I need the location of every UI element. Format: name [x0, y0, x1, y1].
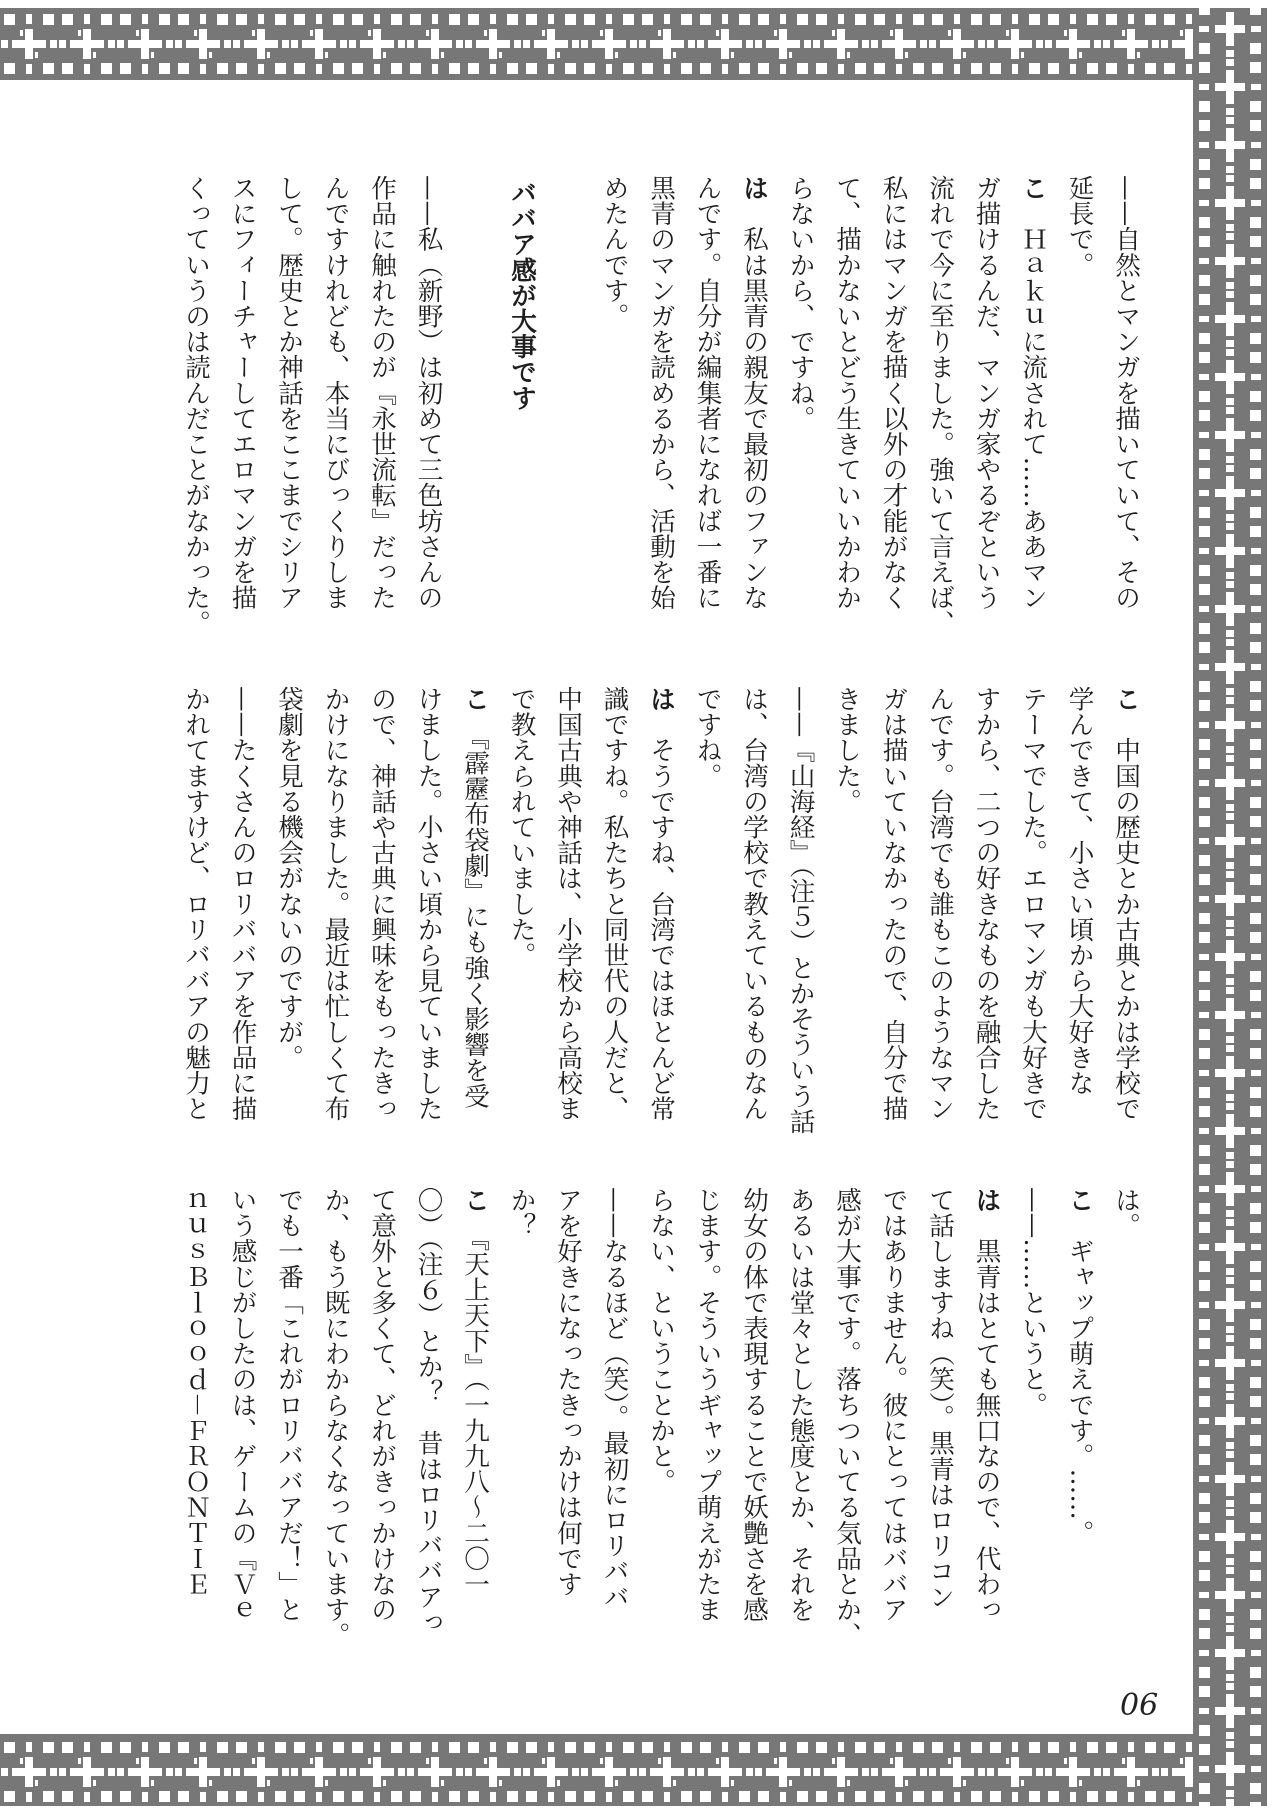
line-text: あるいは堂々とした態度とか、それを: [785, 1187, 816, 1623]
text-line: [777, 686, 824, 1134]
text-line: [359, 686, 406, 1131]
line-text: して。歴史とか神話をここまでシリア: [274, 175, 304, 611]
line-text: で教えられていました。: [506, 686, 537, 968]
line-text: いう感じがしたのは、ゲームの『Ｖｅ: [227, 1187, 258, 1623]
text-line: [219, 175, 266, 620]
line-text: テーマでした。エロマンガも大好きで: [1018, 686, 1048, 1122]
line-text: ——私（新野）は初めて三色坊さんの: [413, 175, 444, 611]
text-line: [870, 175, 917, 620]
text-line: [638, 1187, 685, 1632]
text-line: [963, 175, 1010, 620]
speaker-mark: こ: [460, 1187, 490, 1213]
line-text: ——……というと。: [1018, 1187, 1048, 1418]
line-text: アを好きになったきっかけは何です: [553, 1187, 583, 1597]
line-text: らないから、ですね。: [785, 175, 816, 431]
text-line: [591, 686, 638, 1131]
line-text: ので、神話や古典に興味をもったきっ: [367, 686, 397, 1122]
line-text: んです。自分が編集者になれば一番に: [692, 175, 723, 611]
line-text: スにフィーチャーしてエロマンガを描: [227, 175, 258, 611]
line-text: は、台湾の学校で教えているものなん: [739, 686, 769, 1122]
text-line: [545, 686, 592, 1131]
page-number: 06: [1120, 1688, 1159, 1723]
line-text: んですけれども、本当にびっくりしま: [320, 175, 351, 611]
text-line: [405, 686, 452, 1131]
text-line: [219, 686, 266, 1131]
line-text: 流れで今に至りました。強いて言えば、: [925, 175, 955, 636]
speaker-mark: は: [739, 175, 769, 201]
text-line: [1010, 175, 1057, 620]
text-line: [1010, 1187, 1057, 1632]
text-line: [731, 686, 778, 1131]
line-text: らない、ということかと。: [646, 1187, 676, 1495]
text-line: [312, 1187, 359, 1648]
text-line: [405, 175, 452, 620]
text-line: [591, 175, 638, 620]
text-block-middle: [172, 686, 1149, 1134]
speaker-mark: こ: [1111, 686, 1141, 712]
line-text: 『霹靂布袋劇』にも強く影響を受: [460, 711, 490, 1109]
line-text: そうですね、台湾ではほとんど常: [646, 711, 676, 1122]
line-text: 黒青のマンガを読めるから、活動を始: [646, 175, 676, 611]
line-text: んです。台湾でも誰もこのようなマン: [925, 686, 955, 1122]
line-text: ギャップ萌えです。……。: [1064, 1212, 1095, 1546]
line-text: ——なるほど（笑）。最初にロリババ: [599, 1187, 630, 1610]
line-text: けました。小さい頃から見ていました: [413, 686, 444, 1122]
text-line: [545, 1187, 592, 1632]
text-line: [1010, 686, 1057, 1131]
text-line: [452, 1187, 499, 1632]
text-line: [173, 175, 220, 636]
line-text: きました。: [832, 686, 862, 814]
border-bottom: [0, 1734, 1267, 1806]
text-line: [591, 1187, 638, 1632]
line-text: 『天上天下』（一九九八～二〇一: [460, 1212, 490, 1597]
line-text: 識ですね。私たちと同世代の人だと、: [599, 686, 630, 1122]
text-line: [917, 1187, 964, 1632]
text-line: [1103, 1187, 1150, 1632]
text-line: [173, 1187, 220, 1632]
text-block-top: [172, 175, 1149, 636]
speaker-mark: こ: [1064, 1187, 1095, 1213]
text-line: [963, 1187, 1010, 1632]
text-line: [1056, 1187, 1103, 1632]
text-line: [684, 686, 731, 1131]
text-line: [312, 175, 359, 620]
line-text: すから、二つの好きなものを融合した: [971, 686, 1002, 1122]
line-text: 感が大事です。落ちついてる気品とか、: [832, 1187, 862, 1648]
text-line: [824, 1187, 871, 1648]
text-line: [1103, 686, 1150, 1131]
line-text: ガは描いていなかったので、自分で描: [878, 686, 909, 1122]
line-text: ガ描けるんだ、マンガ家やるぞという: [971, 175, 1002, 611]
text-line: [405, 1187, 452, 1635]
text-line: [266, 175, 313, 620]
text-line: [1056, 686, 1103, 1131]
text-line: [498, 686, 545, 1131]
text-line: [731, 1187, 778, 1632]
line-text: ですね。: [692, 686, 723, 789]
line-text: か、もう既にわからなくなっています。: [320, 1187, 351, 1648]
section-heading: ババア感が大事です: [507, 180, 537, 411]
text-line: [870, 1187, 917, 1632]
text-line: [1103, 175, 1150, 620]
line-text: 〇）（注６）とか？ 昔はロリババアっ: [413, 1187, 444, 1635]
line-text: ——たくさんのロリババアを作品に描: [227, 686, 258, 1122]
text-line: [173, 686, 220, 1131]
text-line: [359, 175, 406, 620]
border-top: [0, 8, 1267, 80]
text-line: [498, 1187, 545, 1632]
line-text: ではありません。彼にとってはババア: [878, 1187, 909, 1623]
line-text: かれてますけど、ロリババアの魅力と: [181, 686, 211, 1122]
text-line: [917, 175, 964, 636]
text-line: [731, 175, 778, 620]
line-text: ——自然とマンガを描いていて、その: [1111, 175, 1141, 611]
line-text: めたんです。: [599, 175, 630, 329]
line-text: 中国の歴史とか古典とかは学校で: [1111, 711, 1141, 1122]
text-line: [1056, 175, 1103, 620]
line-text: ｎｕｓＢｌｏｏｄ－ＦＲＯＮＴＩＥ: [181, 1187, 211, 1597]
text-line: [824, 686, 871, 1131]
text-line: [638, 175, 685, 620]
line-text: 私にはマンガを描く以外の才能がなく: [878, 175, 909, 611]
line-text: 中国古典や神話は、小学校から高校ま: [553, 686, 583, 1122]
text-line: [452, 686, 499, 1131]
line-text: 袋劇を見る機会がないのですが。: [274, 686, 304, 1070]
text-line: [777, 1187, 824, 1632]
text-line: [219, 1187, 266, 1632]
line-text: 学んできて、小さい頃から大好きな: [1064, 686, 1095, 1096]
line-text: じます。そういうギャップ萌えがたま: [692, 1187, 723, 1623]
line-text: 黒青はとても無口なので、代わっ: [971, 1212, 1002, 1623]
text-block-bottom: [172, 1187, 1149, 1648]
text-line: [312, 686, 359, 1131]
line-text: くっていうのは読んだことがなかった。: [181, 175, 211, 636]
border-right: [1193, 8, 1267, 1806]
text-line: [638, 686, 685, 1131]
speaker-mark: こ: [460, 686, 490, 712]
line-text: て、描かないとどう生きていいかわか: [832, 175, 862, 611]
speaker-mark: は: [646, 686, 676, 712]
line-text: Ｈａｋｕに流されて……ああマン: [1018, 200, 1048, 611]
text-line: [266, 1187, 313, 1632]
text-line: [824, 175, 871, 620]
line-text: 延長で。: [1064, 175, 1095, 278]
speaker-mark: こ: [1018, 175, 1048, 201]
line-text: て意外と多くて、どれがきっかけなの: [367, 1187, 397, 1623]
text-line: [684, 175, 731, 620]
text-line: [777, 175, 824, 620]
text-line: [684, 1187, 731, 1632]
line-text: 私は黒青の親友で最初のファンな: [739, 200, 769, 611]
line-text: ——『山海経』（注５）とかそういう話: [785, 686, 816, 1134]
line-text: でも一番「これがロリババアだ！」と: [274, 1187, 304, 1623]
text-line: [359, 1187, 406, 1632]
text-line: [266, 686, 313, 1131]
line-text: は。: [1111, 1187, 1141, 1239]
text-line: [870, 686, 917, 1131]
speaker-mark: は: [971, 1187, 1002, 1213]
line-text: かけになりました。最近は忙しくて布: [320, 686, 351, 1122]
line-text: て話しますね（笑）。黒青はロリコン: [925, 1187, 955, 1610]
text-line: [917, 686, 964, 1131]
line-text: 作品に触れたのが『永世流転』だった: [367, 175, 397, 611]
line-text: か？: [506, 1187, 537, 1239]
line-text: 幼女の体で表現することで妖艶さを感: [739, 1187, 769, 1623]
text-line: [963, 686, 1010, 1131]
